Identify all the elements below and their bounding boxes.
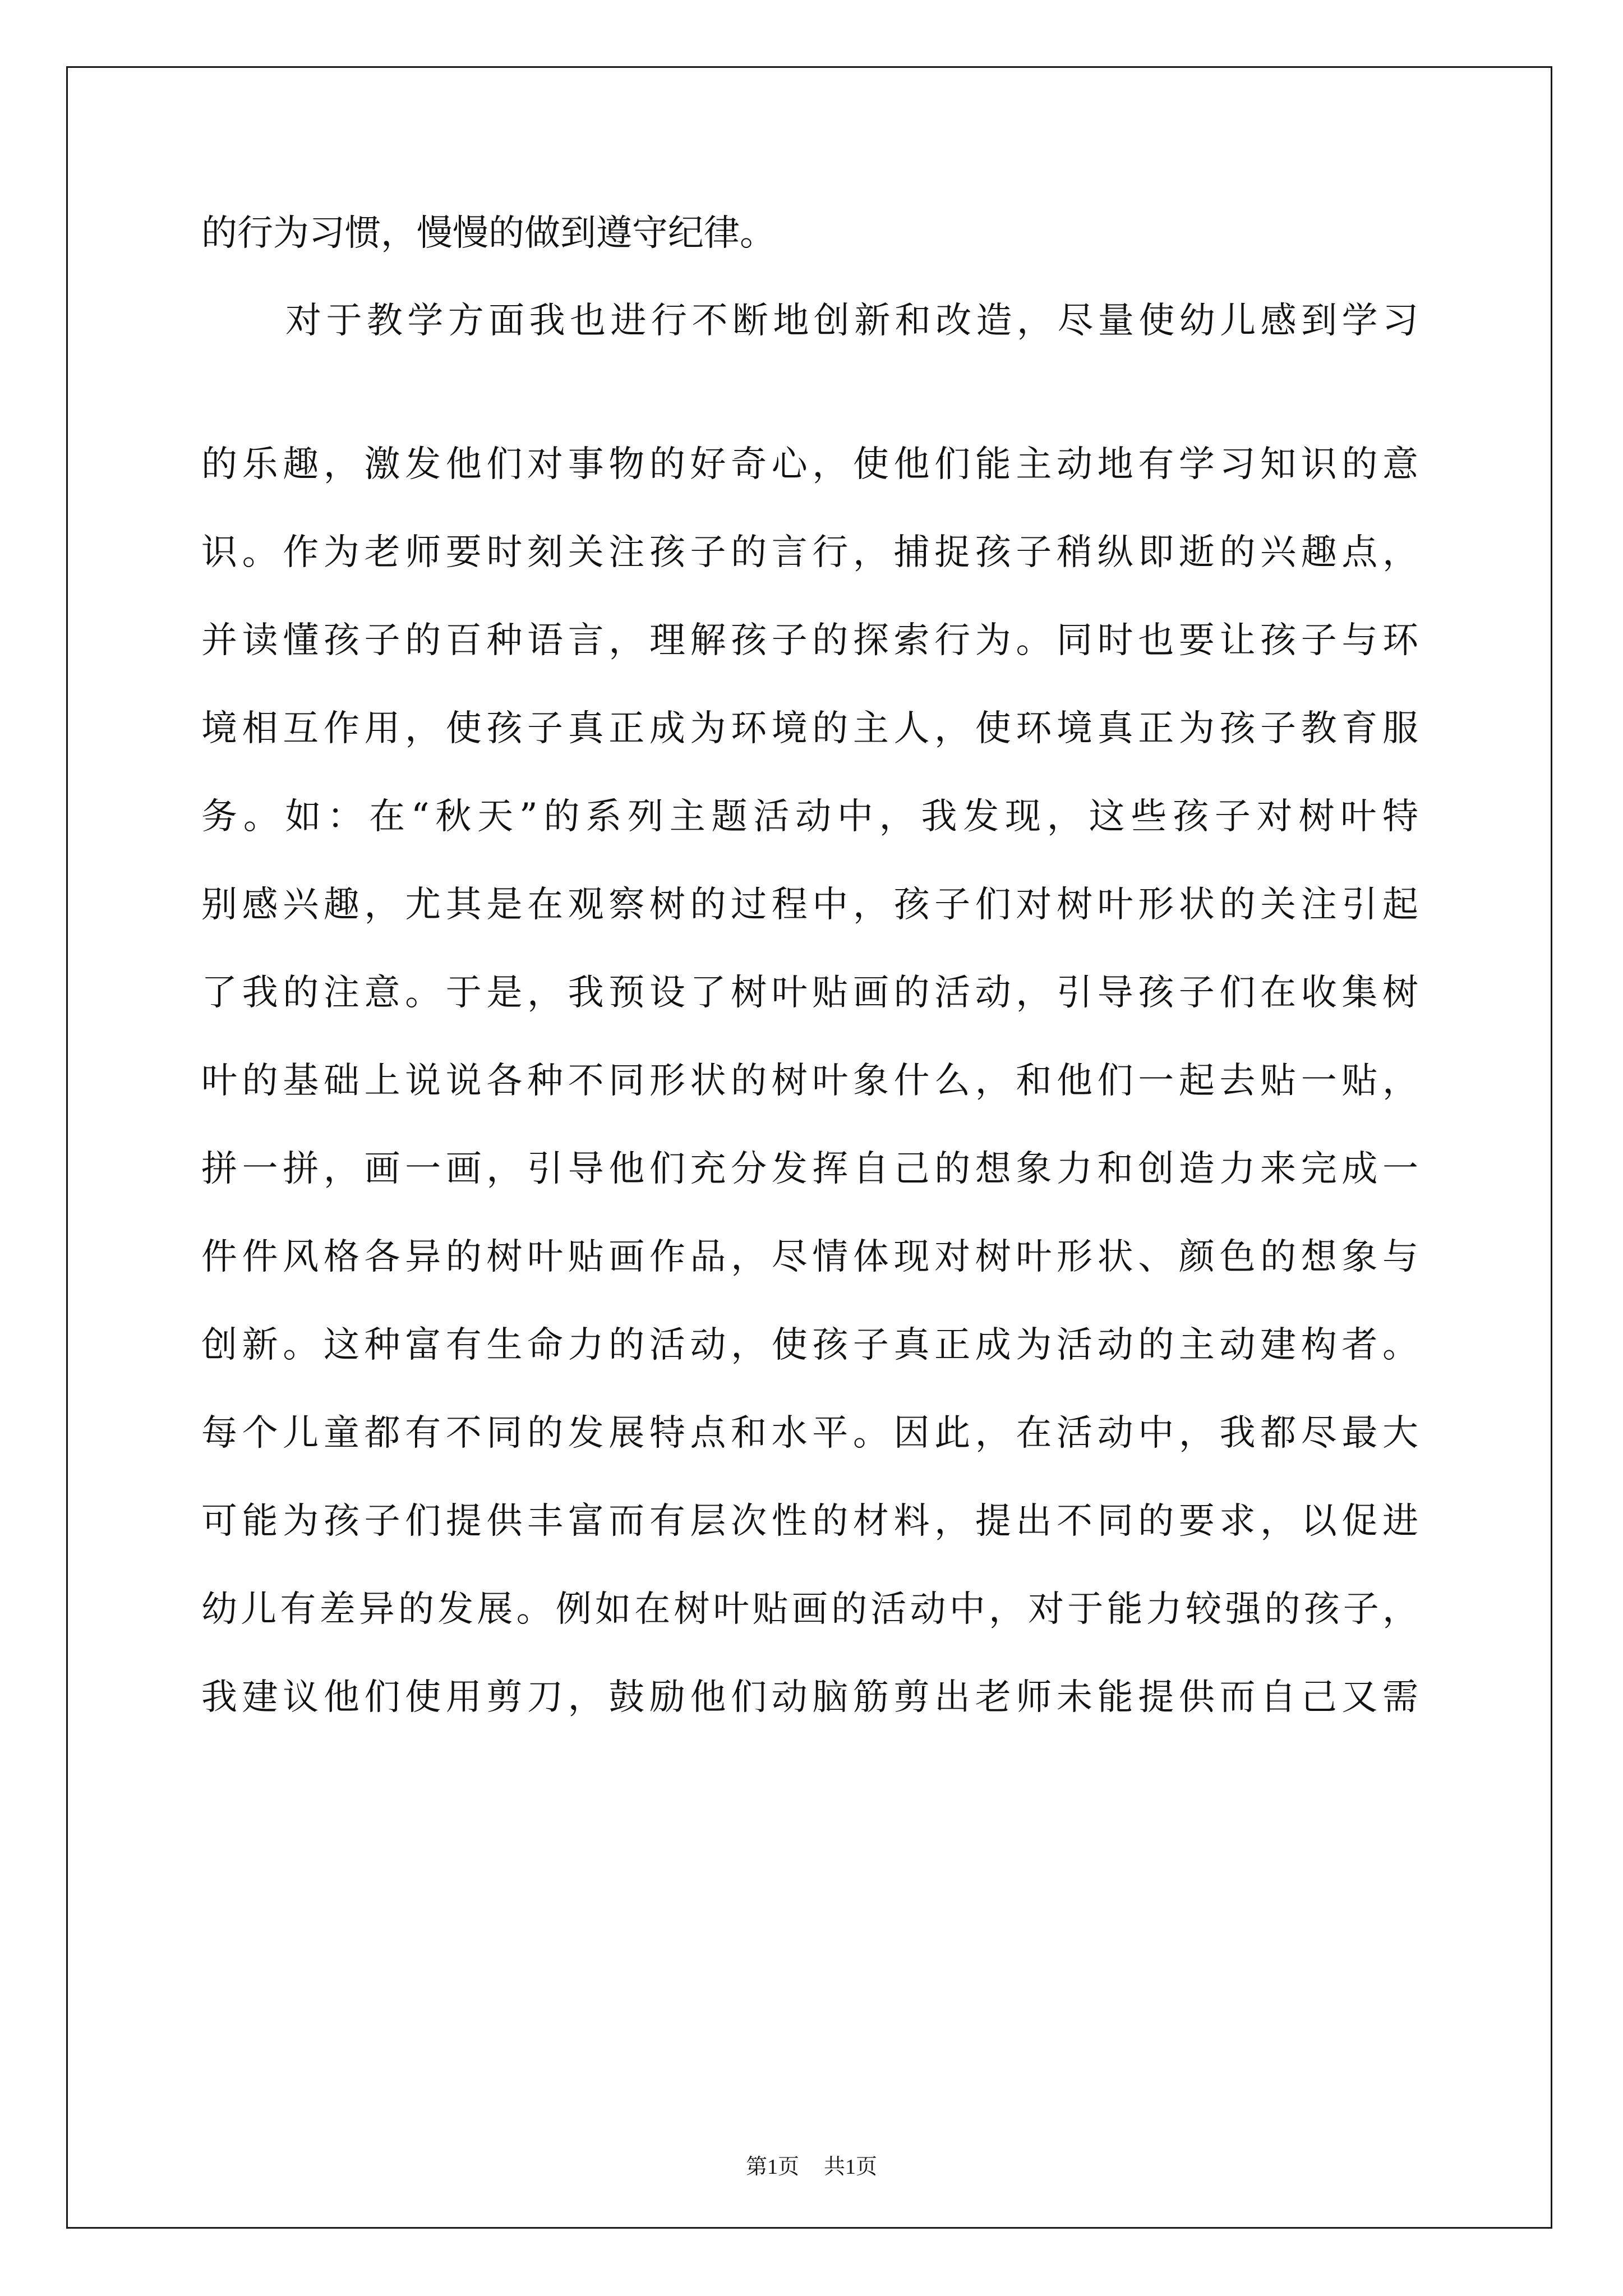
paragraph-line-4: 识。作为老师要时刻关注孩子的言行，捕捉孩子稍纵即逝的兴趣点， (201, 532, 1418, 573)
paragraph-line-3: 的乐趣，激发他们对事物的好奇心，使他们能主动地有学习知识的意 (201, 444, 1418, 485)
paragraph-line-12: 件件风格各异的树叶贴画作品，尽情体现对树叶形状、颜色的想象与 (201, 1236, 1418, 1278)
paragraph-line-15: 可能为孩子们提供丰富而有层次性的材料，提出不同的要求，以促进 (201, 1501, 1418, 1542)
paragraph-line-1: 的行为习惯，慢慢的做到遵守纪律。 (201, 213, 776, 254)
paragraph-line-5: 并读懂孩子的百种语言，理解孩子的探索行为。同时也要让孩子与环 (201, 620, 1418, 661)
page-footer (0, 2156, 1623, 2178)
paragraph-line-2: 对于教学方面我也进行不断地创新和改造，尽量使幼儿感到学习 (285, 300, 1418, 342)
page-total: 共1页 (824, 2155, 878, 2179)
paragraph-line-7: 务。如：在“秋天”的系列主题活动中，我发现，这些孩子对树叶特 (201, 796, 1418, 838)
paragraph-line-16: 幼儿有差异的发展。例如在树叶贴画的活动中，对于能力较强的孩子， (201, 1589, 1418, 1630)
paragraph-line-14: 每个儿童都有不同的发展特点和水平。因此，在活动中，我都尽最大 (201, 1412, 1418, 1454)
paragraph-line-10: 叶的基础上说说各种不同形状的树叶象什么，和他们一起去贴一贴， (201, 1060, 1418, 1102)
page-border (66, 66, 1552, 2229)
paragraph-line-8: 别感兴趣，尤其是在观察树的过程中，孩子们对树叶形状的关注引起 (201, 884, 1418, 926)
page-number: 第1页 (745, 2155, 799, 2179)
paragraph-line-11: 拼一拼，画一画，引导他们充分发挥自己的想象力和创造力来完成一 (201, 1148, 1418, 1190)
paragraph-line-6: 境相互作用，使孩子真正成为环境的主人，使环境真正为孩子教育服 (201, 708, 1418, 749)
paragraph-line-13: 创新。这种富有生命力的活动，使孩子真正成为活动的主动建构者。 (201, 1324, 1418, 1366)
paragraph-line-9: 了我的注意。于是，我预设了树叶贴画的活动，引导孩子们在收集树 (201, 972, 1418, 1014)
paragraph-line-17: 我建议他们使用剪刀，鼓励他们动脑筋剪出老师未能提供而自己又需 (201, 1677, 1418, 1718)
